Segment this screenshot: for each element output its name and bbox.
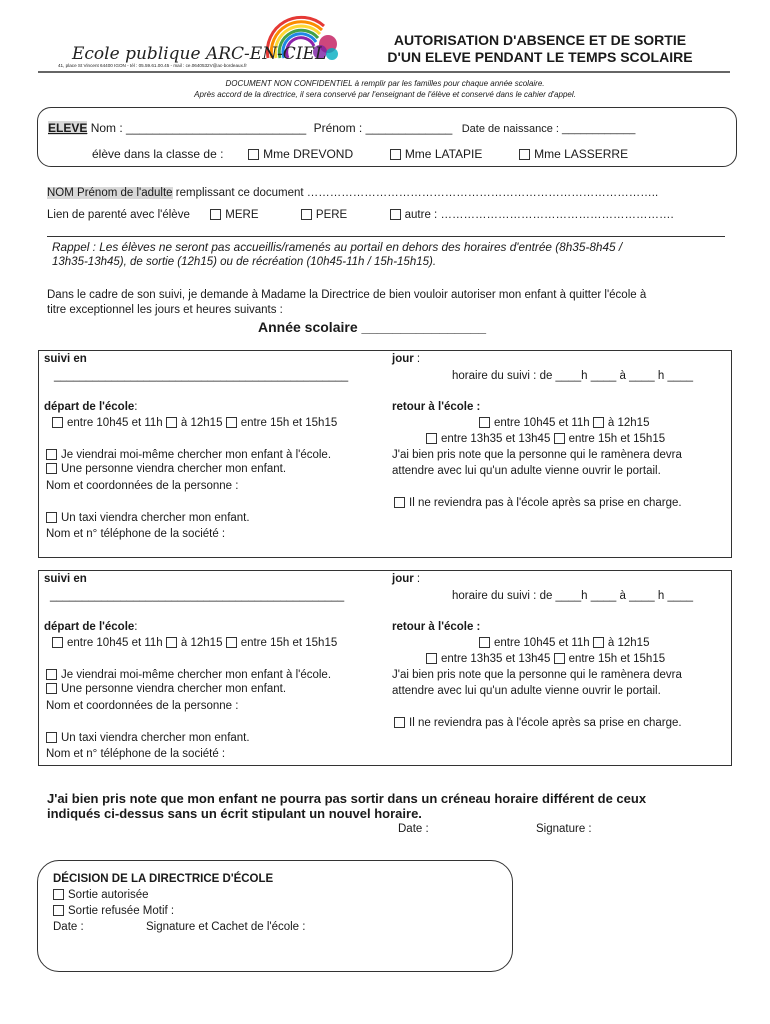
form-title-line1: AUTORISATION D'ABSENCE ET DE SORTIE bbox=[393, 32, 687, 48]
relation-label: Lien de parenté avec l'élève bbox=[47, 209, 190, 221]
decision-date-field[interactable]: Date : bbox=[53, 921, 84, 933]
checkbox-icon[interactable] bbox=[394, 497, 405, 508]
checkbox-icon[interactable] bbox=[554, 653, 565, 664]
nom-field[interactable]: Nom : ___________________________ bbox=[90, 121, 307, 135]
checkbox-icon[interactable] bbox=[479, 637, 490, 648]
depart-opt3[interactable] bbox=[226, 637, 338, 649]
depart-opt2[interactable] bbox=[166, 637, 223, 649]
retour-label: retour à l'école : bbox=[392, 401, 481, 413]
retour-opt1[interactable] bbox=[479, 417, 590, 429]
checkbox-icon[interactable] bbox=[52, 417, 63, 428]
mere-label: MERE bbox=[225, 209, 259, 221]
autre-label: autre : ……………………………………………………. bbox=[404, 209, 674, 221]
checkbox-icon[interactable] bbox=[46, 463, 57, 474]
teacher-latapie-label: Mme LATAPIE bbox=[404, 147, 483, 161]
checkbox-icon[interactable] bbox=[554, 433, 565, 444]
moi-meme-label: Je viendrai moi-même chercher mon enfant à l'école. bbox=[61, 449, 332, 461]
pere-option[interactable] bbox=[301, 209, 347, 221]
teacher-latapie-option[interactable] bbox=[390, 147, 483, 161]
decision-signature-field[interactable]: Signature et Cachet de l'école : bbox=[146, 921, 306, 933]
retour-opt4-label: entre 15h et 15h15 bbox=[568, 653, 666, 665]
suivi-label: suivi en bbox=[44, 353, 87, 365]
checkbox-icon[interactable] bbox=[226, 637, 237, 648]
checkbox-icon[interactable] bbox=[390, 209, 401, 220]
personne-label: Une personne viendra chercher mon enfant. bbox=[61, 683, 287, 695]
no-return-label: Il ne reviendra pas à l'école après sa prise en charge. bbox=[409, 497, 682, 509]
return-note-line2: attendre avec lui qu'un adulte vienne ouvrir le portail. bbox=[392, 465, 661, 477]
no-return-label: Il ne reviendra pas à l'école après sa prise en charge. bbox=[409, 717, 682, 729]
pere-label: PERE bbox=[315, 209, 348, 221]
checkbox-icon[interactable] bbox=[52, 637, 63, 648]
checkbox-icon[interactable] bbox=[46, 669, 57, 680]
sortie-refusee-option[interactable] bbox=[53, 904, 174, 919]
adult-name-row[interactable] bbox=[47, 186, 658, 201]
depart-opt1[interactable] bbox=[52, 417, 163, 429]
rappel-line2: 13h35-13h45), de sortie (12h15) ou de récréation (10h45-11h / 15h-15h15). bbox=[52, 256, 437, 268]
depart-opt2-label: à 12h15 bbox=[180, 417, 223, 429]
sortie-autorisee-label: Sortie autorisée bbox=[68, 889, 149, 901]
checkbox-icon[interactable] bbox=[593, 417, 604, 428]
teacher-drevond-option[interactable] bbox=[248, 147, 353, 161]
retour-opt4[interactable] bbox=[554, 433, 666, 445]
tel-label: Nom et n° téléphone de la société : bbox=[46, 748, 226, 760]
adult-name-label: NOM Prénom de l'adulte bbox=[47, 187, 173, 199]
depart-opt2[interactable] bbox=[166, 417, 223, 429]
teacher-drevond-label: Mme DREVOND bbox=[263, 147, 354, 161]
sortie-autorisee-option[interactable] bbox=[53, 888, 149, 903]
retour-row1 bbox=[479, 636, 649, 651]
mere-option[interactable] bbox=[210, 209, 258, 221]
request-line1: Dans le cadre de son suivi, je demande à Madame la Directrice de bien vouloir autoriser mon enfant à quitter l'école à bbox=[47, 289, 647, 301]
teacher-lasserre-option[interactable] bbox=[519, 147, 628, 161]
depart-options bbox=[52, 416, 337, 431]
retour-label: retour à l'école : bbox=[392, 621, 481, 633]
school-name: Ecole publique ARC-EN-CIEL bbox=[72, 44, 327, 64]
no-return-option[interactable] bbox=[394, 716, 682, 731]
checkbox-icon[interactable] bbox=[301, 209, 312, 220]
retour-opt3-label: entre 13h35 et 13h45 bbox=[441, 433, 551, 445]
rappel-line1: Rappel : Les élèves ne seront pas accueillis/ramenés au portail en dehors des horaires d'entrée (8h35-8h45 / bbox=[52, 240, 623, 254]
conservation-note: Après accord de la directrice, il sera conservé par l'enseignant de l'élève et conservé dans le cahier d'appel. bbox=[194, 90, 576, 99]
jour-colon: : bbox=[413, 573, 421, 585]
depart-colon: : bbox=[134, 401, 138, 413]
naissance-field[interactable]: Date de naissance : ____________ bbox=[461, 123, 636, 135]
checkbox-icon[interactable] bbox=[46, 732, 57, 743]
jour-colon: : bbox=[413, 353, 421, 365]
suivi-label: suivi en bbox=[44, 573, 87, 585]
coord-label: Nom et coordonnées de la personne : bbox=[46, 700, 239, 712]
personne-option[interactable] bbox=[46, 462, 286, 477]
retour-opt1-label: entre 10h45 et 11h bbox=[494, 417, 590, 429]
checkbox-icon[interactable] bbox=[479, 417, 490, 428]
taxi-label: Un taxi viendra chercher mon enfant. bbox=[61, 732, 250, 744]
school-address: 41, place St Vincent 64400 IGON - tél : 05.59.61.00.45 - mail : ce.0640532V@ac-bordeaux.fr bbox=[58, 63, 247, 68]
return-note-line2: attendre avec lui qu'un adulte vienne ouvrir le portail. bbox=[392, 685, 661, 697]
retour-row2 bbox=[426, 652, 665, 667]
horaire-field[interactable]: horaire du suivi : de ____h ____ à ____ h ____ bbox=[452, 590, 694, 602]
depart-heading bbox=[44, 400, 138, 415]
no-return-option[interactable] bbox=[394, 496, 682, 511]
request-line2: titre exceptionnel les jours et heures suivants : bbox=[47, 304, 283, 316]
personne-option[interactable] bbox=[46, 682, 286, 697]
form-title-line2: D'UN ELEVE PENDANT LE TEMPS SCOLAIRE bbox=[387, 49, 693, 65]
retour-row2 bbox=[426, 432, 665, 447]
checkbox-icon[interactable] bbox=[210, 209, 221, 220]
personne-label: Une personne viendra chercher mon enfant. bbox=[61, 463, 287, 475]
depart-opt1[interactable] bbox=[52, 637, 163, 649]
depart-opt3[interactable] bbox=[226, 417, 338, 429]
footer-line2: indiqués ci-dessus sans un écrit stipulant un nouvel horaire. bbox=[47, 806, 422, 821]
retour-opt3[interactable] bbox=[426, 433, 550, 445]
depart-opt2-label: à 12h15 bbox=[180, 637, 223, 649]
adult-name-field[interactable]: remplissant ce document ……………………………………………………………………………….. bbox=[172, 187, 659, 199]
retour-opt4-label: entre 15h et 15h15 bbox=[568, 433, 666, 445]
depart-label: départ de l'école bbox=[44, 401, 135, 413]
checkbox-icon[interactable] bbox=[426, 433, 437, 444]
retour-opt4[interactable] bbox=[554, 653, 666, 665]
decision-title: DÉCISION DE LA DIRECTRICE D'ÉCOLE bbox=[53, 873, 274, 885]
rappel-divider bbox=[47, 236, 725, 237]
header-divider bbox=[38, 71, 730, 73]
return-note-line1: J'ai bien pris note que la personne qui le ramènera devra bbox=[392, 449, 682, 461]
retour-opt2-label: à 12h15 bbox=[607, 637, 650, 649]
retour-opt1-label: entre 10h45 et 11h bbox=[494, 637, 590, 649]
depart-colon: : bbox=[134, 621, 138, 633]
moi-meme-label: Je viendrai moi-même chercher mon enfant à l'école. bbox=[61, 669, 332, 681]
confidentiality-note: DOCUMENT NON CONFIDENTIEL à remplir par les familles pour chaque année scolaire. bbox=[225, 79, 545, 88]
checkbox-icon[interactable] bbox=[166, 417, 177, 428]
retour-opt1[interactable] bbox=[479, 637, 590, 649]
retour-opt2[interactable] bbox=[593, 417, 650, 429]
checkbox-icon[interactable] bbox=[394, 717, 405, 728]
depart-opt1-label: entre 10h45 et 11h bbox=[67, 637, 163, 649]
autre-option[interactable] bbox=[390, 209, 674, 221]
checkbox-icon[interactable] bbox=[593, 637, 604, 648]
sortie-refusee-label: Sortie refusée Motif : bbox=[68, 905, 175, 917]
footer-line1: J'ai bien pris note que mon enfant ne pourra pas sortir dans un créneau horaire différent de ceux bbox=[47, 791, 647, 806]
depart-opt3-label: entre 15h et 15h15 bbox=[240, 417, 338, 429]
checkbox-icon[interactable] bbox=[53, 905, 64, 916]
school-year[interactable]: Année scolaire ________________ bbox=[258, 319, 487, 335]
suivi-field[interactable]: ______________________________________________ bbox=[50, 590, 345, 602]
prenom-field[interactable]: Prénom : _____________ bbox=[313, 121, 453, 135]
depart-heading bbox=[44, 620, 138, 635]
depart-opt3-label: entre 15h et 15h15 bbox=[240, 637, 338, 649]
checkbox-icon[interactable] bbox=[426, 653, 437, 664]
suivi-field[interactable]: ______________________________________________ bbox=[54, 370, 349, 382]
footer-date-field[interactable]: Date : bbox=[398, 823, 429, 835]
checkbox-icon[interactable] bbox=[46, 512, 57, 523]
retour-opt2[interactable] bbox=[593, 637, 650, 649]
teacher-lasserre-label: Mme LASSERRE bbox=[534, 147, 629, 161]
checkbox-icon[interactable] bbox=[519, 149, 530, 160]
checkbox-icon[interactable] bbox=[46, 683, 57, 694]
coord-label: Nom et coordonnées de la personne : bbox=[46, 480, 239, 492]
depart-options bbox=[52, 636, 337, 651]
taxi-option[interactable] bbox=[46, 731, 250, 746]
footer-signature-field[interactable]: Signature : bbox=[536, 823, 592, 835]
checkbox-icon[interactable] bbox=[166, 637, 177, 648]
retour-opt2-label: à 12h15 bbox=[607, 417, 650, 429]
retour-opt3-label: entre 13h35 et 13h45 bbox=[441, 653, 551, 665]
depart-opt1-label: entre 10h45 et 11h bbox=[67, 417, 163, 429]
checkbox-icon[interactable] bbox=[226, 417, 237, 428]
depart-label: départ de l'école bbox=[44, 621, 135, 633]
retour-row1 bbox=[479, 416, 649, 431]
checkbox-icon[interactable] bbox=[53, 889, 64, 900]
moi-meme-option[interactable] bbox=[46, 668, 331, 683]
tel-label: Nom et n° téléphone de la société : bbox=[46, 528, 226, 540]
jour-label: jour bbox=[392, 573, 414, 585]
retour-opt3[interactable] bbox=[426, 653, 550, 665]
checkbox-icon[interactable] bbox=[248, 149, 259, 160]
horaire-field[interactable]: horaire du suivi : de ____h ____ à ____ h ____ bbox=[452, 370, 694, 382]
return-note-line1: J'ai bien pris note que la personne qui le ramènera devra bbox=[392, 669, 682, 681]
relation-row bbox=[47, 208, 674, 223]
jour-field[interactable] bbox=[392, 572, 420, 587]
jour-field[interactable] bbox=[392, 352, 420, 367]
student-name-row bbox=[48, 120, 635, 137]
taxi-option[interactable] bbox=[46, 511, 250, 526]
checkbox-icon[interactable] bbox=[46, 449, 57, 460]
class-row bbox=[92, 146, 628, 162]
eleve-label: ELEVE bbox=[48, 121, 88, 135]
jour-label: jour bbox=[392, 353, 414, 365]
classe-label: élève dans la classe de : bbox=[92, 147, 224, 161]
taxi-label: Un taxi viendra chercher mon enfant. bbox=[61, 512, 250, 524]
moi-meme-option[interactable] bbox=[46, 448, 331, 463]
checkbox-icon[interactable] bbox=[390, 149, 401, 160]
